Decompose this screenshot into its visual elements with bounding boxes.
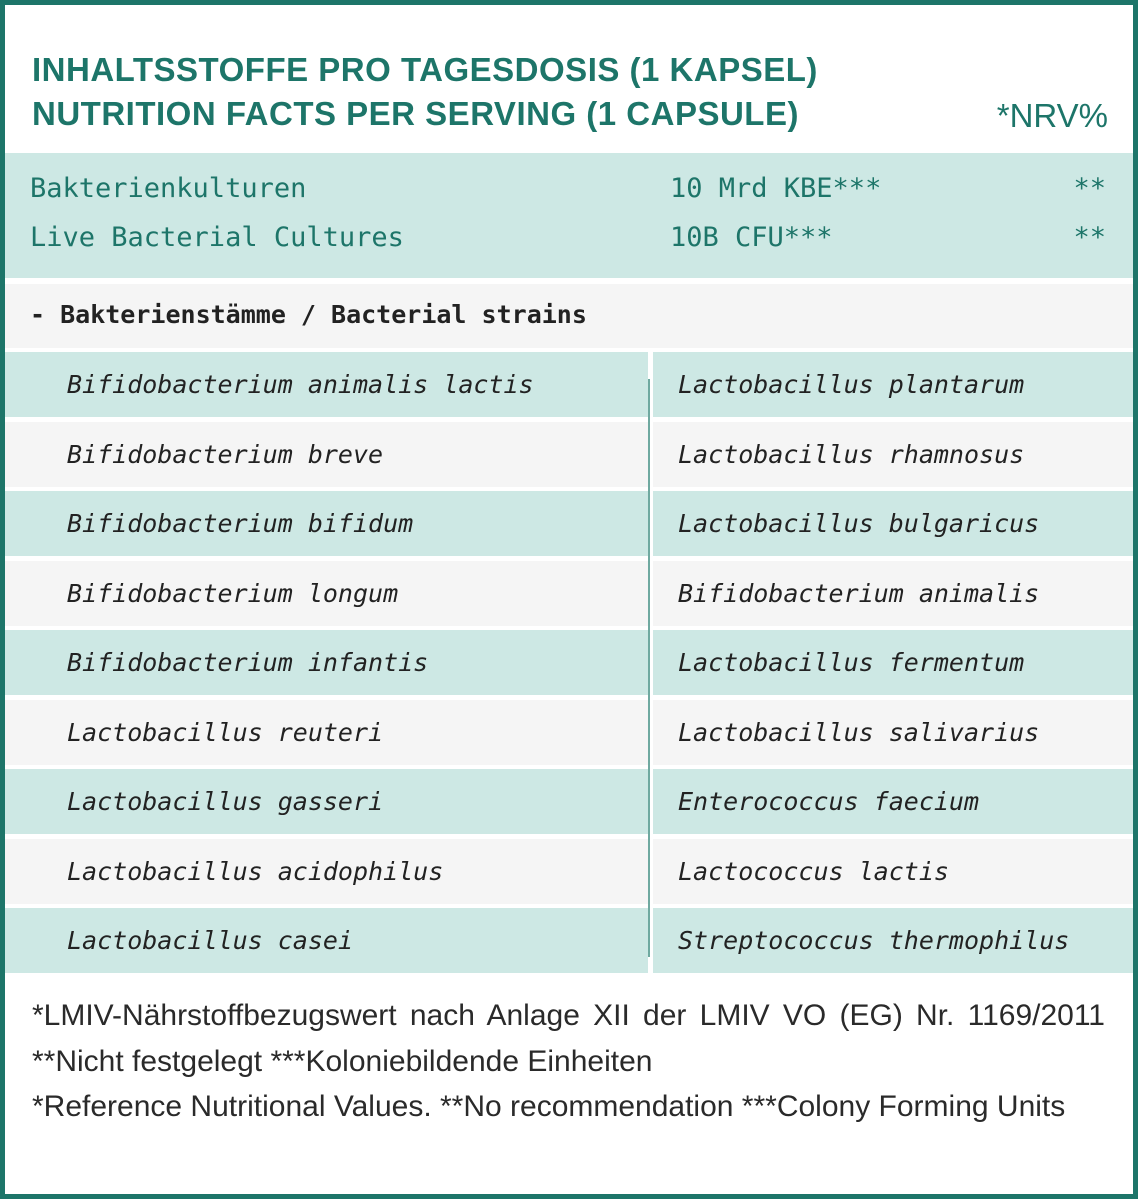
footnote-english: *Reference Nutritional Values. **No recommendation ***Colony Forming Units [32, 1090, 1066, 1123]
strain-left: Lactobacillus gasseri [67, 787, 384, 816]
column-divider [648, 379, 650, 957]
header [5, 5, 1133, 153]
title-german: INHALTSSTOFFE PRO TAGESDOSIS (1 KAPSEL) [32, 51, 818, 88]
strain-left: Bifidobacterium animalis lactis [67, 370, 534, 399]
strain-left: Bifidobacterium longum [67, 578, 399, 608]
culture-nrv-en: ** [1073, 222, 1106, 253]
culture-name-de: Bakterienkulturen [30, 173, 307, 204]
footnotes [32, 993, 1105, 1130]
culture-amount-de: 10 Mrd KBE*** [670, 173, 882, 204]
strain-right: Lactobacillus salivarius [678, 717, 1040, 747]
strain-left: Lactobacillus acidophilus [67, 856, 444, 886]
culture-name-en: Live Bacterial Cultures [30, 222, 404, 253]
strains-table [5, 352, 1133, 978]
table-row [5, 561, 1133, 626]
strain-right: Lactobacillus fermentum [678, 648, 1025, 677]
table-row [5, 908, 1133, 973]
strains-heading: - Bakterienstämme / Bacterial strains [30, 300, 587, 329]
strain-right: Lactobacillus rhamnosus [678, 439, 1025, 469]
strains-heading-row [5, 284, 1133, 348]
culture-nrv-de: ** [1073, 173, 1106, 204]
table-row [5, 422, 1133, 487]
table-row [5, 491, 1133, 556]
table-row [5, 839, 1133, 904]
table-row [5, 352, 1133, 417]
table-row [5, 630, 1133, 695]
strain-left: Lactobacillus reuteri [67, 717, 384, 747]
strain-left: Bifidobacterium breve [67, 439, 384, 469]
strain-right: Lactobacillus bulgaricus [678, 509, 1040, 538]
title-english: NUTRITION FACTS PER SERVING (1 CAPSULE) [32, 95, 799, 132]
table-row [5, 769, 1133, 834]
table-row [5, 700, 1133, 765]
nrv-column-label: *NRV% [996, 97, 1108, 134]
strain-right: Bifidobacterium animalis [678, 578, 1040, 608]
bacterial-cultures-section [5, 153, 1133, 278]
strain-left: Lactobacillus casei [67, 926, 353, 955]
strain-left: Bifidobacterium bifidum [67, 509, 414, 538]
strain-right: Lactobacillus plantarum [678, 370, 1025, 399]
strain-left: Bifidobacterium infantis [67, 648, 429, 677]
strain-right: Streptococcus thermophilus [678, 926, 1070, 955]
footnote-german: *LMIV-Nährstoffbezugswert nach Anlage XII der LMIV VO (EG) Nr. 1169/2011 **Nicht festgelegt ***Koloniebildende Einheiten [32, 999, 1105, 1078]
culture-amount-en: 10B CFU*** [670, 222, 833, 253]
strain-right: Lactococcus lactis [678, 856, 949, 886]
strain-right: Enterococcus faecium [678, 787, 980, 816]
